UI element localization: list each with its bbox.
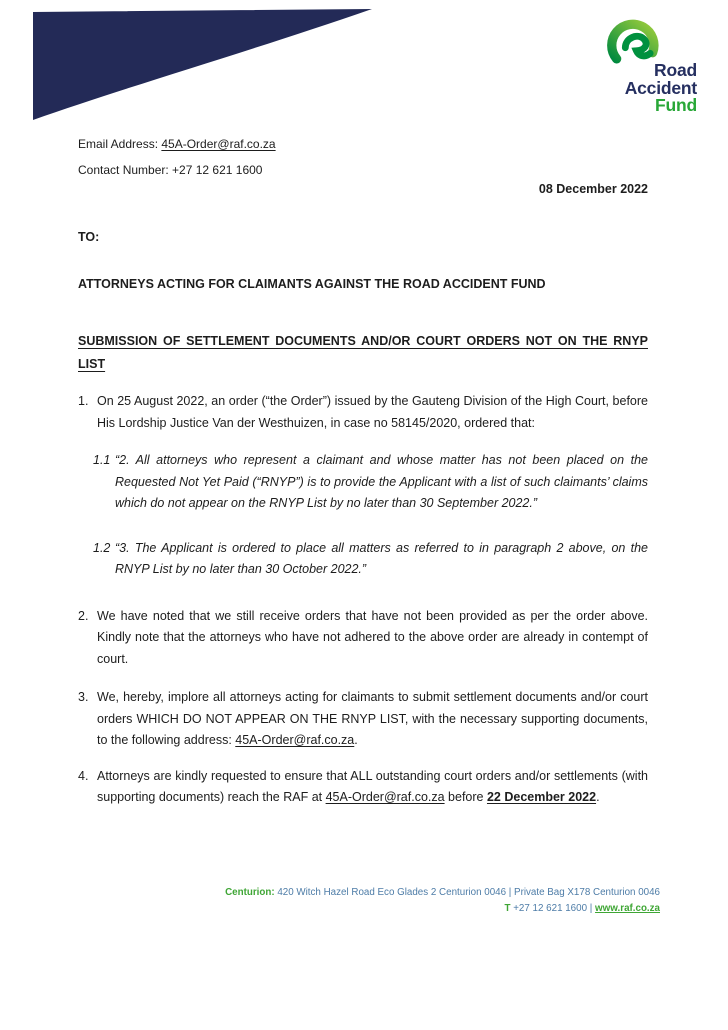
to-label: TO:: [78, 230, 100, 244]
contact-number-line: [78, 162, 648, 178]
list-item-3-text: [97, 687, 648, 752]
list-item-1: [78, 391, 648, 434]
submission-email-link[interactable]: 45A-Order@raf.co.za: [235, 733, 355, 747]
deadline-email-link[interactable]: 45A-Order@raf.co.za: [325, 790, 445, 804]
list-item-3: [78, 687, 648, 752]
footer-address-line: [225, 885, 660, 901]
list-item-4: [78, 766, 648, 809]
list-item-4-text-before: Attorneys are kindly requested to ensure that ALL outstanding court orders and/or settlements (with supporting documents) reach the RAF at: [97, 768, 648, 804]
list-item-2-text: We have noted that we still receive orders that have not been provided as per the order above. Kindly note that the attorneys who have not adhered to the above order are already in contempt of court.: [97, 608, 648, 666]
list-item-3-number: 3.: [78, 690, 89, 704]
list-item-4-number: 4.: [78, 768, 89, 783]
email-address-line: [78, 136, 648, 152]
footer-office-address: 420 Witch Hazel Road Eco Glades 2 Centurion 0046 | Private Bag X178 Centurion 0046: [274, 887, 660, 898]
letter-footer: [225, 885, 660, 916]
list-item-2-number: 2.: [78, 608, 89, 623]
list-item-4-text: [97, 766, 648, 809]
footer-office-label: Centurion:: [225, 887, 275, 898]
email-address-link[interactable]: 45A-Order@raf.co.za: [161, 137, 276, 151]
list-item-2: [78, 606, 648, 671]
list-item-3-text-after: .: [354, 733, 358, 747]
letter-body: [78, 0, 648, 809]
logo-word-fund: Fund: [655, 95, 697, 115]
footer-contact-line: [225, 901, 660, 917]
recipient-line: ATTORNEYS ACTING FOR CLAIMANTS AGAINST THE ROAD ACCIDENT FUND: [78, 277, 546, 291]
logo-word-accident: Accident: [624, 77, 697, 98]
contact-number-label: Contact Number:: [78, 163, 173, 177]
email-address-label: Email Address:: [78, 137, 162, 151]
contact-number-value: +27 12 621 1600: [172, 163, 263, 177]
deadline-date: 22 December 2022: [486, 790, 597, 804]
letter-date: 08 December 2022: [538, 182, 648, 196]
list-item-1-number: 1.: [78, 394, 89, 408]
subject-heading: SUBMISSION OF SETTLEMENT DOCUMENTS AND/OR COURT ORDERS NOT ON THE RNYP LIST: [78, 334, 648, 371]
list-subitem-1-2-number: 1.2: [93, 540, 111, 555]
list-subitem-1-1-text: “2. All attorneys who represent a claimant and whose matter has not been placed on the Requested Not Yet Paid (“RNYP”) is to provide the Applicant with a list of such claimants’ claims which do not appear on the RNYP List by no later than 30 September 2022.”: [115, 453, 648, 510]
list-item-3-text-before: We, hereby, implore all attorneys acting for claimants to submit settlement documents and/or court orders WHICH DO NOT APPEAR ON THE RNYP LIST, with the necessary supporting documents, to the following address:: [97, 690, 648, 747]
list-subitem-1-1-number: 1.1: [93, 453, 111, 467]
footer-tel-label: T: [504, 902, 511, 914]
list-subitem-1-1: [93, 450, 648, 515]
list-item-1-text: On 25 August 2022, an order (“the Order”) issued by the Gauteng Division of the High Court, before His Lordship Justice Van der Westhuizen, in case no 58145/2020, ordered that:: [97, 394, 648, 430]
footer-website-link[interactable]: www.raf.co.za: [595, 902, 660, 914]
footer-tel-value: +27 12 621 1600 |: [510, 902, 596, 914]
list-item-4-text-mid: before: [444, 790, 487, 804]
list-item-4-text-after: .: [596, 790, 600, 804]
list-subitem-1-2-text: “3. The Applicant is ordered to place all matters as referred to in paragraph 2 above, on the RNYP List by no later than 30 October 2022.”: [115, 540, 648, 576]
list-subitem-1-2: [93, 538, 648, 581]
logo-word-road: Road: [654, 60, 697, 80]
